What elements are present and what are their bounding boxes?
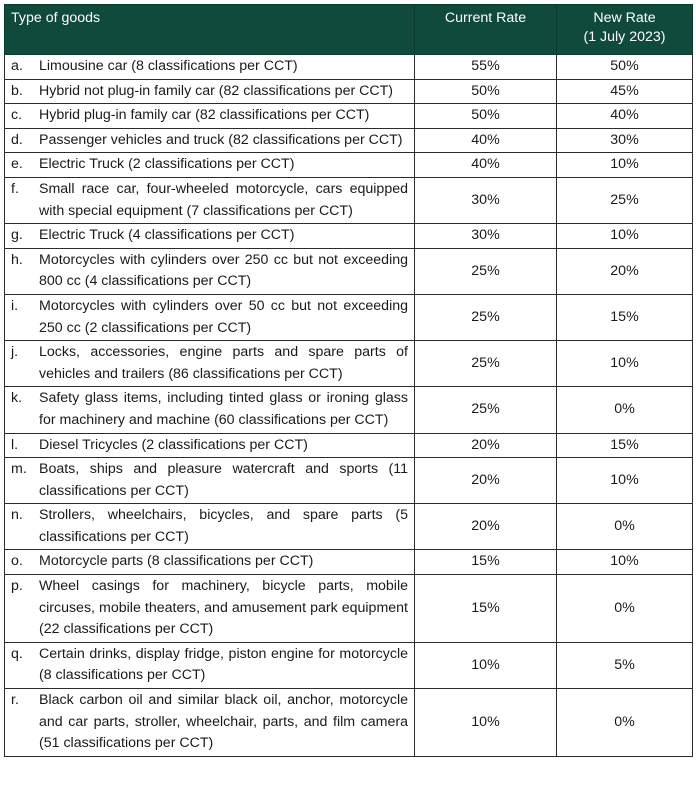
item-description: Locks, accessories, engine parts and spare parts of vehicles and trailers (86 classifications per CCT) — [39, 344, 408, 382]
item-letter: i. — [11, 297, 19, 314]
goods-cell — [5, 642, 415, 688]
new-rate-cell: 0% — [557, 689, 693, 757]
current-rate-cell: 50% — [415, 104, 557, 129]
goods-cell — [5, 79, 415, 104]
new-rate-cell: 0% — [557, 504, 693, 550]
new-rate-cell: 15% — [557, 294, 693, 340]
table-row — [5, 177, 693, 223]
table-row — [5, 153, 693, 178]
table-row — [5, 79, 693, 104]
goods-cell — [5, 689, 415, 757]
current-rate-cell: 25% — [415, 248, 557, 294]
item-description: Motorcycles with cylinders over 50 cc but not exceeding 250 cc (2 classifications per CCT) — [39, 297, 408, 336]
goods-cell — [5, 294, 415, 340]
item-letter: j. — [11, 344, 19, 361]
table-row — [5, 55, 693, 80]
item-letter: m. — [11, 461, 27, 478]
current-rate-cell: 20% — [415, 458, 557, 504]
goods-cell — [5, 128, 415, 153]
current-rate-cell: 40% — [415, 153, 557, 178]
table-row — [5, 689, 693, 757]
item-description: Certain drinks, display fridge, piston engine for motorcycle (8 classifications per CCT) — [39, 645, 408, 684]
item-letter: d. — [11, 131, 23, 148]
item-description: Diesel Tricycles (2 classifications per CCT) — [39, 436, 308, 453]
item-letter: k. — [11, 390, 23, 407]
table-row — [5, 642, 693, 688]
current-rate-cell: 20% — [415, 433, 557, 458]
new-rate-header — [557, 5, 693, 55]
item-description: Electric Truck (2 classifications per CCT) — [39, 156, 295, 173]
table-header-row — [5, 5, 693, 55]
new-rate-cell: 10% — [557, 341, 693, 387]
table-row — [5, 341, 693, 387]
item-letter: c. — [11, 107, 23, 124]
item-letter: n. — [11, 507, 23, 524]
goods-cell — [5, 433, 415, 458]
table-row — [5, 575, 693, 643]
new-rate-cell: 10% — [557, 224, 693, 249]
table-row — [5, 104, 693, 129]
item-letter: g. — [11, 227, 23, 244]
table-row — [5, 224, 693, 249]
new-rate-cell: 30% — [557, 128, 693, 153]
current-rate-cell: 15% — [415, 550, 557, 575]
table-row — [5, 387, 693, 433]
new-rate-header-line1: New Rate — [593, 10, 656, 26]
new-rate-cell: 15% — [557, 433, 693, 458]
goods-cell — [5, 153, 415, 178]
goods-cell — [5, 550, 415, 575]
goods-cell — [5, 177, 415, 223]
item-description: Boats, ships and pleasure watercraft and sports (11 classifications per CCT) — [39, 461, 408, 499]
new-rate-cell: 10% — [557, 458, 693, 504]
table-row — [5, 248, 693, 294]
table-row — [5, 458, 693, 504]
table-row — [5, 550, 693, 575]
item-letter: h. — [11, 251, 23, 268]
goods-cell — [5, 504, 415, 550]
current-rate-cell: 10% — [415, 689, 557, 757]
current-rate-header: Current Rate — [415, 5, 557, 55]
item-letter: l. — [11, 436, 19, 453]
item-description: Hybrid plug-in family car (82 classifications per CCT) — [39, 107, 370, 124]
new-rate-cell: 0% — [557, 387, 693, 433]
table-row — [5, 504, 693, 550]
current-rate-cell: 55% — [415, 55, 557, 80]
new-rate-cell: 45% — [557, 79, 693, 104]
item-description: Hybrid not plug-in family car (82 classifications per CCT) — [39, 82, 394, 99]
table-row — [5, 433, 693, 458]
table-body — [5, 55, 693, 757]
new-rate-cell: 5% — [557, 642, 693, 688]
table-row — [5, 294, 693, 340]
item-letter: r. — [11, 692, 19, 709]
item-description: Black carbon oil and similar black oil, anchor, motorcycle and car parts, stroller, wheelchair, parts, and film camera (51 classifications per CCT) — [39, 692, 408, 752]
goods-cell — [5, 387, 415, 433]
new-rate-header-line2: (1 July 2023) — [583, 29, 666, 45]
item-description: Strollers, wheelchairs, bicycles, and spare parts (5 classifications per CCT) — [39, 507, 408, 545]
item-description: Motorcycle parts (8 classifications per CCT) — [39, 553, 314, 570]
goods-cell — [5, 341, 415, 387]
item-letter: a. — [11, 58, 23, 74]
type-of-goods-header: Type of goods — [5, 5, 415, 55]
current-rate-cell: 25% — [415, 341, 557, 387]
new-rate-cell: 10% — [557, 550, 693, 575]
current-rate-cell: 30% — [415, 224, 557, 249]
current-rate-cell: 25% — [415, 294, 557, 340]
item-letter: b. — [11, 82, 23, 99]
current-rate-cell: 30% — [415, 177, 557, 223]
current-rate-cell: 50% — [415, 79, 557, 104]
item-description: Wheel casings for machinery, bicycle parts, mobile circuses, mobile theaters, and amusement park equipment (22 classifications per CCT) — [39, 578, 408, 638]
current-rate-cell: 10% — [415, 642, 557, 688]
item-description: Safety glass items, including tinted glass or ironing glass for machinery and machine (60 classifications per CCT) — [39, 390, 408, 428]
item-letter: q. — [11, 645, 23, 662]
goods-cell — [5, 55, 415, 80]
item-description: Motorcycles with cylinders over 250 cc but not exceeding 800 cc (4 classifications per CCT) — [39, 251, 408, 290]
tariff-rate-table — [4, 4, 693, 757]
item-description: Limousine car (8 classifications per CCT) — [39, 58, 298, 74]
current-rate-cell: 15% — [415, 575, 557, 643]
new-rate-cell: 10% — [557, 153, 693, 178]
item-description: Small race car, four-wheeled motorcycle, cars equipped with special equipment (7 classifications per CCT) — [39, 180, 408, 219]
item-letter: e. — [11, 156, 23, 173]
current-rate-cell: 20% — [415, 504, 557, 550]
goods-cell — [5, 224, 415, 249]
goods-cell — [5, 575, 415, 643]
item-letter: f. — [11, 180, 19, 197]
goods-cell — [5, 458, 415, 504]
current-rate-cell: 25% — [415, 387, 557, 433]
item-description: Electric Truck (4 classifications per CCT) — [39, 227, 295, 244]
new-rate-cell: 25% — [557, 177, 693, 223]
new-rate-cell: 0% — [557, 575, 693, 643]
current-rate-cell: 40% — [415, 128, 557, 153]
new-rate-cell: 20% — [557, 248, 693, 294]
goods-cell — [5, 104, 415, 129]
item-letter: p. — [11, 578, 23, 595]
new-rate-cell: 50% — [557, 55, 693, 80]
table-row — [5, 128, 693, 153]
goods-cell — [5, 248, 415, 294]
new-rate-cell: 40% — [557, 104, 693, 129]
item-letter: o. — [11, 553, 23, 570]
item-description: Passenger vehicles and truck (82 classifications per CCT) — [39, 131, 403, 148]
